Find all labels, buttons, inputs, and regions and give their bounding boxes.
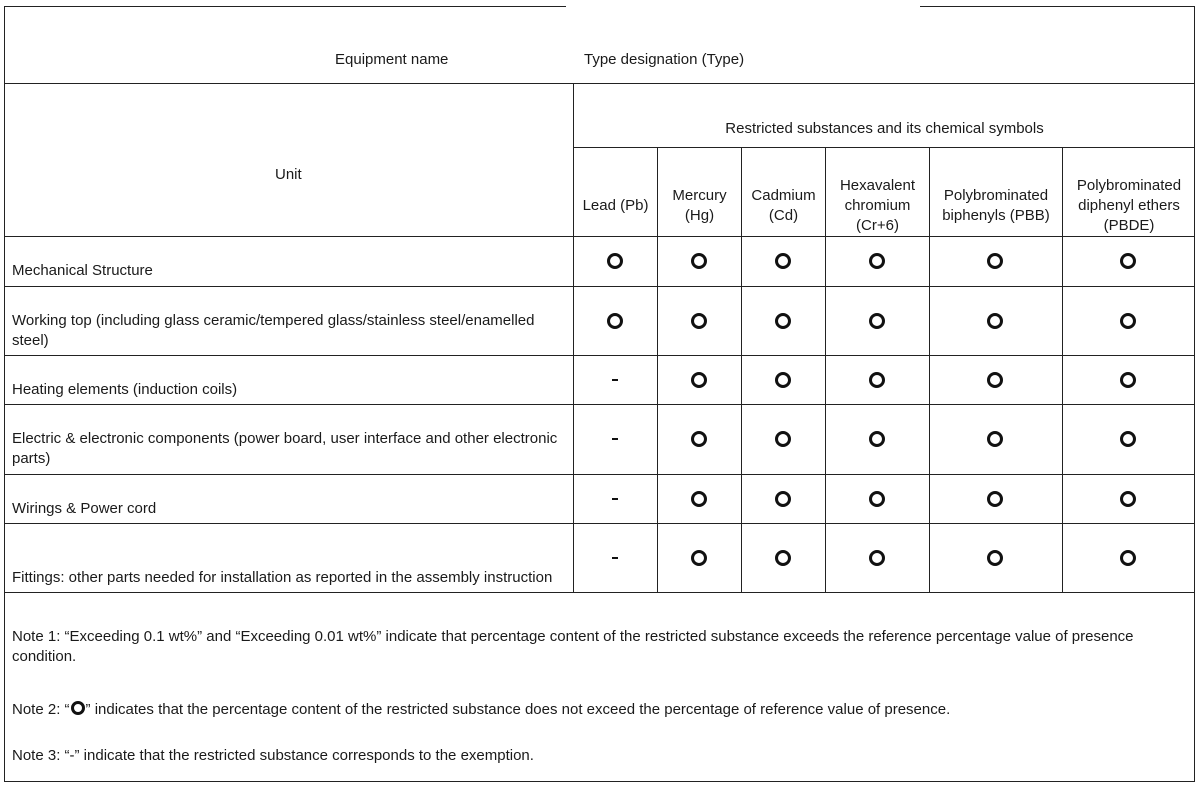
circle-shape — [1120, 550, 1136, 566]
circle-shape — [775, 372, 791, 388]
note-2-suffix: ” indicates that the percentage content of the restricted substance does not exceed the percentage of reference value of presence. — [85, 701, 951, 718]
substances-group-header: Restricted substances and its chemical symbols — [725, 120, 1044, 137]
top-border-gap — [566, 4, 920, 9]
circle-shape — [869, 372, 885, 388]
circle-mark-icon — [985, 429, 1005, 449]
column-header-hexavalent-chromium: Hexavalent chromium (Cr+6) — [839, 176, 916, 234]
circle-mark-icon — [689, 429, 709, 449]
circle-mark-icon — [867, 489, 887, 509]
note-1: Note 1: “Exceeding 0.1 wt%” and “Exceeding 0.01 wt%” indicate that percentage content of the restricted substance exceeds the reference percentage value of presence condition. — [12, 628, 1134, 665]
row-label: Heating elements (induction coils) — [12, 381, 238, 398]
circle-mark-icon — [773, 251, 793, 271]
circle-mark-icon — [867, 370, 887, 390]
divider — [4, 592, 1195, 593]
circle-mark-icon — [1118, 370, 1138, 390]
circle-shape — [775, 313, 791, 329]
circle-shape — [691, 372, 707, 388]
dash-mark-icon — [605, 489, 625, 509]
row-label: Wirings & Power cord — [12, 500, 157, 517]
note-3: Note 3: “-” indicate that the restricted substance corresponds to the exemption. — [12, 747, 534, 764]
circle-mark-icon — [773, 429, 793, 449]
circle-mark-icon — [689, 370, 709, 390]
circle-shape — [987, 431, 1003, 447]
dash-shape — [612, 438, 618, 440]
circle-mark-icon — [867, 429, 887, 449]
circle-mark-icon — [605, 251, 625, 271]
circle-mark-icon — [1118, 548, 1138, 568]
circle-shape — [987, 491, 1003, 507]
row-label: Fittings: other parts needed for installation as reported in the assembly instruction — [12, 569, 553, 586]
circle-shape — [775, 431, 791, 447]
dash-shape — [612, 379, 618, 381]
column-header-cadmium: Cadmium (Cd) — [751, 186, 816, 224]
circle-mark-icon — [689, 548, 709, 568]
circle-mark-icon — [1118, 311, 1138, 331]
circle-mark-icon — [773, 311, 793, 331]
circle-symbol-icon — [71, 701, 85, 715]
circle-shape — [775, 253, 791, 269]
row-label: Electric & electronic components (power board, user interface and other electronic parts) — [12, 430, 558, 467]
row-label: Working top (including glass ceramic/tempered glass/stainless steel/enamelled steel) — [12, 312, 535, 349]
column-header-pbde: Polybrominated diphenyl ethers (PBDE) — [1076, 176, 1182, 234]
circle-shape — [869, 253, 885, 269]
circle-shape — [987, 550, 1003, 566]
dash-shape — [612, 557, 618, 559]
circle-shape — [691, 313, 707, 329]
circle-mark-icon — [689, 251, 709, 271]
circle-mark-icon — [605, 311, 625, 331]
note-2 — [12, 700, 1182, 720]
circle-shape — [691, 253, 707, 269]
equipment-name-label: Equipment name — [335, 51, 449, 68]
circle-mark-icon — [985, 548, 1005, 568]
circle-shape — [1120, 313, 1136, 329]
type-designation-label: Type designation (Type) — [584, 51, 745, 68]
circle-mark-icon — [867, 548, 887, 568]
circle-shape — [607, 253, 623, 269]
divider — [4, 83, 1195, 84]
circle-shape — [691, 431, 707, 447]
circle-shape — [691, 550, 707, 566]
circle-shape — [607, 313, 623, 329]
column-header-pbb: Polybrominated biphenyls (PBB) — [942, 186, 1050, 224]
circle-mark-icon — [773, 548, 793, 568]
circle-shape — [869, 431, 885, 447]
dash-shape — [612, 498, 618, 500]
circle-shape — [1120, 253, 1136, 269]
circle-mark-icon — [1118, 429, 1138, 449]
circle-mark-icon — [1118, 489, 1138, 509]
circle-shape — [1120, 431, 1136, 447]
circle-shape — [869, 491, 885, 507]
circle-mark-icon — [689, 311, 709, 331]
circle-shape — [869, 550, 885, 566]
circle-shape — [775, 550, 791, 566]
column-header-lead: Lead (Pb) — [582, 196, 649, 214]
circle-mark-icon — [1118, 251, 1138, 271]
circle-shape — [1120, 372, 1136, 388]
circle-mark-icon — [867, 251, 887, 271]
circle-shape — [869, 313, 885, 329]
circle-mark-icon — [773, 489, 793, 509]
circle-mark-icon — [689, 489, 709, 509]
circle-mark-icon — [773, 370, 793, 390]
circle-shape — [987, 313, 1003, 329]
circle-mark-icon — [867, 311, 887, 331]
dash-mark-icon — [605, 429, 625, 449]
dash-mark-icon — [605, 370, 625, 390]
circle-mark-icon — [985, 311, 1005, 331]
circle-shape — [987, 372, 1003, 388]
row-label: Mechanical Structure — [12, 262, 153, 279]
circle-mark-icon — [985, 489, 1005, 509]
circle-shape — [691, 491, 707, 507]
column-header-mercury: Mercury (Hg) — [672, 186, 727, 224]
circle-mark-icon — [985, 251, 1005, 271]
note-2-prefix: Note 2: “ — [12, 701, 70, 718]
circle-shape — [1120, 491, 1136, 507]
unit-header: Unit — [275, 166, 302, 183]
circle-shape — [987, 253, 1003, 269]
dash-mark-icon — [605, 548, 625, 568]
circle-mark-icon — [985, 370, 1005, 390]
circle-shape — [775, 491, 791, 507]
